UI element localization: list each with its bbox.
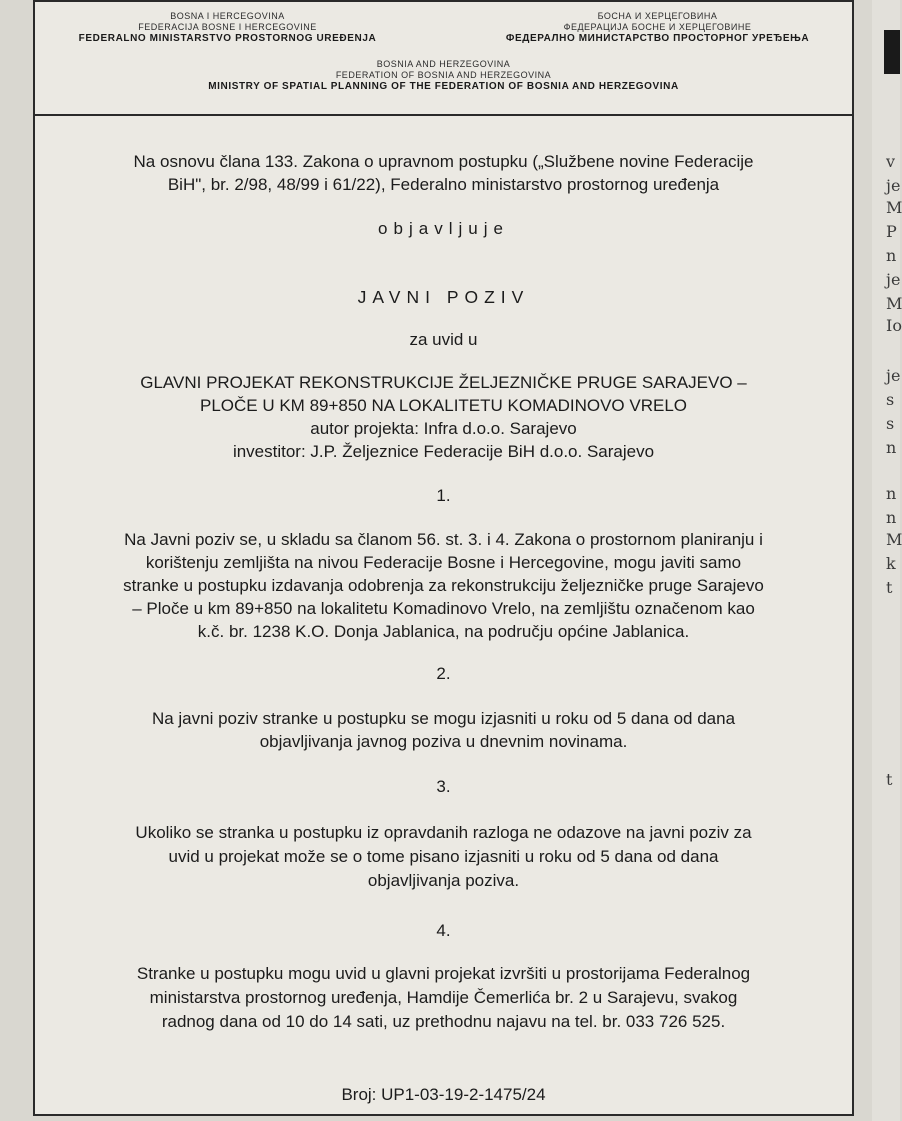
side-fragment: M	[886, 530, 902, 549]
section-line: k.č. br. 1238 K.O. Donja Jablanica, na području općine Jablanica.	[197, 622, 690, 641]
side-fragment: s	[886, 390, 895, 409]
section-line: radnog dana od 10 do 14 sati, uz prethodnu najavu na tel. br. 033 726 525.	[161, 1012, 726, 1031]
section-line: Ukoliko se stranka u postupku iz opravdanih razloga ne odazove na javni poziv za	[135, 823, 752, 842]
side-fragment: M	[886, 294, 902, 313]
section-line: objavljivanja poziva.	[367, 871, 520, 890]
section-line: Na Javni poziv se, u skladu sa članom 56. st. 3. i 4. Zakona o prostornom planiranju i	[124, 530, 763, 549]
ministry-header	[35, 2, 852, 116]
announce-verb: objavljuje	[378, 219, 509, 238]
side-fragment: n	[886, 508, 897, 527]
side-fragment: v	[886, 152, 896, 171]
section-line: Na javni poziv stranke u postupku se mogu izjasniti u roku od 5 dana od dana	[151, 709, 736, 728]
section-line: objavljivanja javnog poziva u dnevnim novinama.	[259, 732, 628, 751]
section-number: 4.	[436, 921, 451, 940]
header-line: ФЕДЕРАЦИЈА БОСНЕ И ХЕРЦЕГОВИНЕ	[563, 22, 752, 32]
section-number: 1.	[436, 486, 451, 505]
section-line: ministarstva prostornog uređenja, Hamdije Čemerlića br. 2 u Sarajevu, svakog	[149, 988, 738, 1007]
side-fragment: je	[886, 176, 901, 195]
section-line: stranke u postupku izdavanja odobrenja za rekonstrukciju željezničke pruge Sarajevo	[123, 576, 764, 595]
side-fragment: je	[886, 366, 901, 385]
section-line: korištenju zemljišta na nivou Federacije Bosne i Hercegovine, mogu javiti samo	[145, 553, 742, 572]
notice-title: JAVNI POZIV	[357, 287, 530, 307]
intro-line: BiH", br. 2/98, 48/99 i 61/22), Federalno ministarstvo prostornog uređenja	[167, 175, 720, 194]
side-fragment: P	[886, 222, 897, 241]
header-line: FEDERATION OF BOSNIA AND HERZEGOVINA	[335, 70, 552, 80]
side-fragment: s	[886, 414, 895, 433]
project-investor: investitor: J.P. Željeznice Federacije BiH d.o.o. Sarajevo	[232, 442, 655, 461]
intro-line: Na osnovu člana 133. Zakona o upravnom postupku („Službene novine Federacije	[133, 152, 754, 171]
header-cyrillic	[480, 11, 835, 44]
side-fragment: t	[886, 770, 893, 789]
header-ministry-name: MINISTRY OF SPATIAL PLANNING OF THE FEDERATION OF BOSNIA AND HERZEGOVINA	[208, 81, 679, 92]
section-line: Stranke u postupku mogu uvid u glavni projekat izvršiti u prostorijama Federalnog	[136, 964, 751, 983]
reference-number: Broj: UP1-03-19-2-1475/24	[341, 1085, 546, 1104]
section-line: – Ploče u km 89+850 na lokalitetu Komadinovo Vrelo, na zemljištu označenom kao	[132, 599, 755, 618]
side-fragment: k	[886, 554, 896, 573]
notice-body	[35, 114, 852, 1114]
side-fragment: n	[886, 484, 897, 503]
header-ministry-name: ФЕДЕРАЛНО МИНИСТАРСТВО ПРОСТОРНОГ УРЕЂЕЊА	[505, 33, 810, 44]
header-latin	[75, 11, 380, 44]
side-fragment: Io	[886, 316, 902, 335]
header-line: БОСНА И ХЕРЦЕГОВИНА	[597, 11, 718, 21]
side-fragment: n	[886, 246, 897, 265]
side-fragment: je	[886, 270, 901, 289]
project-author: autor projekta: Infra d.o.o. Sarajevo	[310, 419, 577, 438]
header-english	[35, 59, 852, 92]
section-line: uvid u projekat može se o tome pisano izjasniti u roku od 5 dana od dana	[168, 847, 719, 866]
project-title-line: PLOČE U KM 89+850 NA LOKALITETU KOMADINOVO VRELO	[199, 396, 688, 415]
project-title-line: GLAVNI PROJEKAT REKONSTRUKCIJE ŽELJEZNIČKE PRUGE SARAJEVO –	[140, 373, 747, 392]
section-number: 2.	[436, 664, 451, 683]
header-ministry-name: FEDERALNO MINISTARSTVO PROSTORNOG UREĐENJA	[78, 33, 377, 44]
adjacent-column-block	[884, 30, 900, 74]
side-fragment: t	[886, 578, 893, 597]
header-line: FEDERACIJA BOSNE I HERCEGOVINE	[138, 22, 317, 32]
side-fragment: n	[886, 438, 897, 457]
header-line: BOSNA I HERCEGOVINA	[170, 11, 285, 21]
section-number: 3.	[436, 777, 451, 796]
public-notice-box	[33, 0, 854, 1116]
notice-subtitle: za uvid u	[409, 330, 478, 349]
side-fragment: M	[886, 198, 902, 217]
header-line: BOSNIA AND HERZEGOVINA	[376, 59, 511, 69]
